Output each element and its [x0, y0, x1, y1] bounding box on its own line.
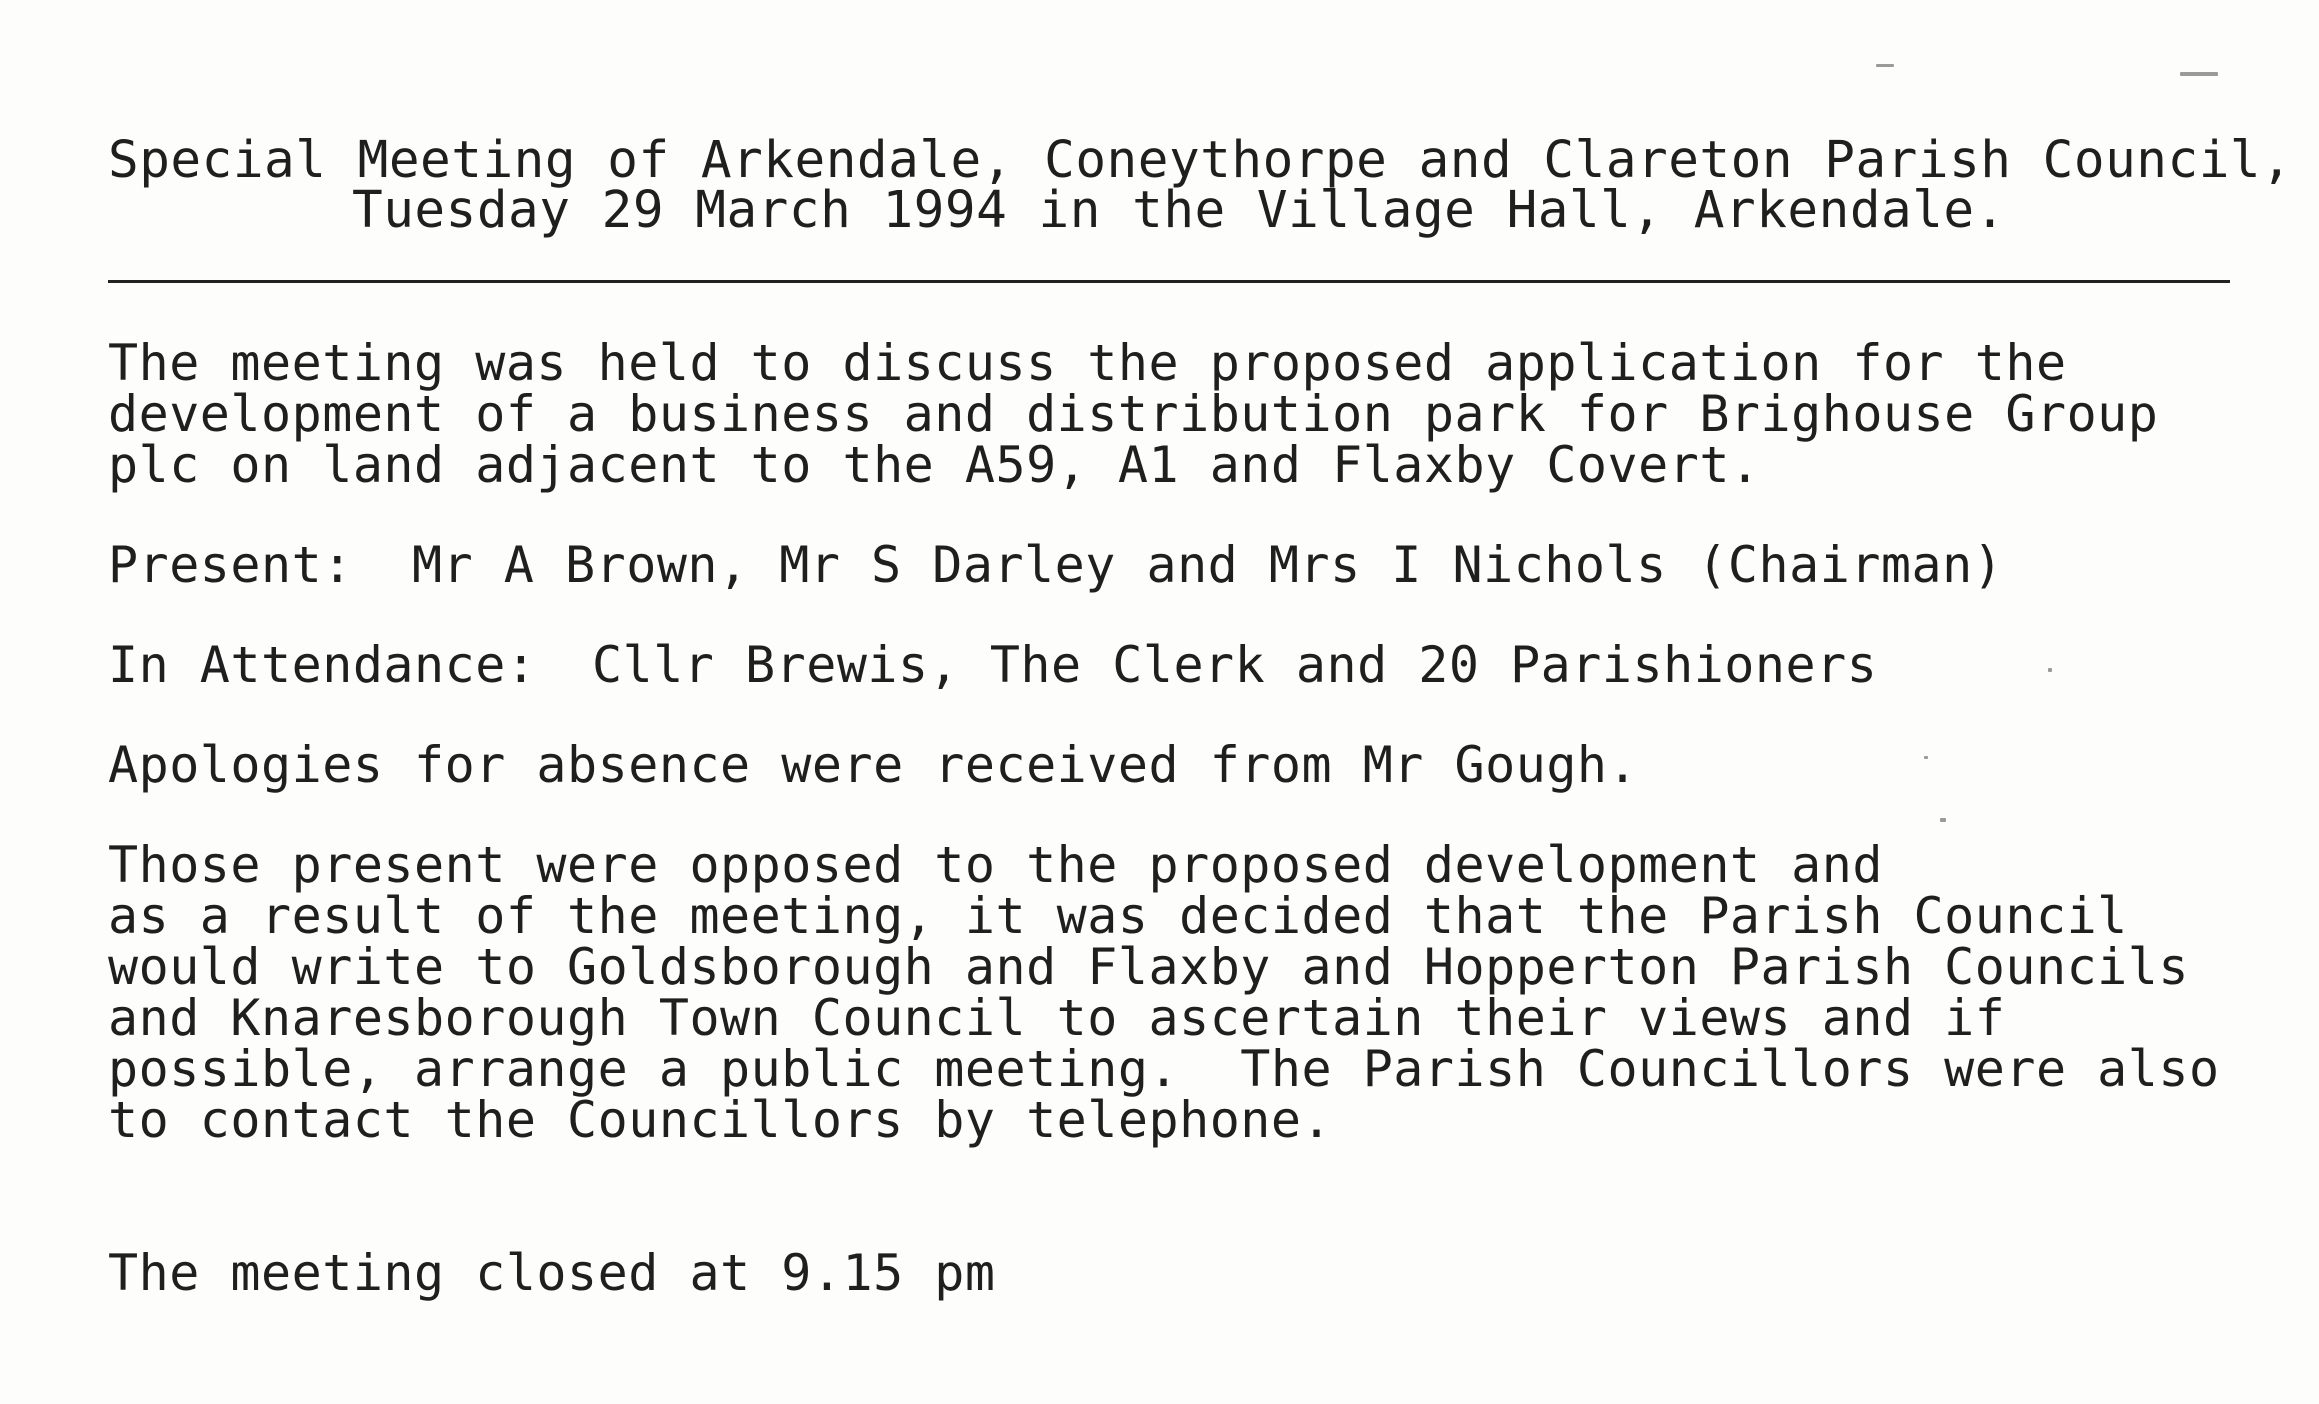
closing-text: The meeting closed at 9.15 pm [108, 1244, 996, 1302]
scan-speck [2180, 72, 2218, 76]
scan-speck [1876, 64, 1894, 67]
attendance-names: Cllr Brewis, The Clerk and 20 Parishioners [592, 636, 1878, 694]
decision-line: Those present were opposed to the proposed development and [108, 836, 1883, 894]
decision-line: possible, arrange a public meeting. The Parish Councillors were also [108, 1040, 2220, 1098]
present-names: Mr A Brown, Mr S Darley and Mrs I Nichols (Chairman) [412, 536, 2004, 594]
decision-line: and Knaresborough Town Council to ascertain their views and if [108, 989, 2006, 1047]
decision-line: to contact the Councillors by telephone. [108, 1091, 1333, 1149]
scan-speck [1924, 756, 1928, 759]
meeting-title-line2: Tuesday 29 March 1994 in the Village Hall, Arkendale. [352, 181, 2006, 240]
title-divider [108, 280, 2230, 283]
scan-speck [1940, 818, 1946, 822]
intro-line: plc on land adjacent to the A59, A1 and Flaxby Covert. [108, 436, 1761, 494]
present-label: Present: [108, 536, 353, 594]
intro-line: development of a business and distribution park for Brighouse Group [108, 385, 2159, 443]
decision-line: as a result of the meeting, it was decided that the Parish Council [108, 887, 2128, 945]
scan-speck [2048, 668, 2052, 672]
intro-line: The meeting was held to discuss the proposed application for the [108, 334, 2067, 392]
attendance-label: In Attendance: [108, 636, 537, 694]
meeting-title-line1: Special Meeting of Arkendale, Coneythorpe and Clareton Parish Council, [108, 131, 2293, 190]
decision-line: would write to Goldsborough and Flaxby and Hopperton Parish Councils [108, 938, 2189, 996]
apologies-text: Apologies for absence were received from Mr Gough. [108, 736, 1639, 794]
